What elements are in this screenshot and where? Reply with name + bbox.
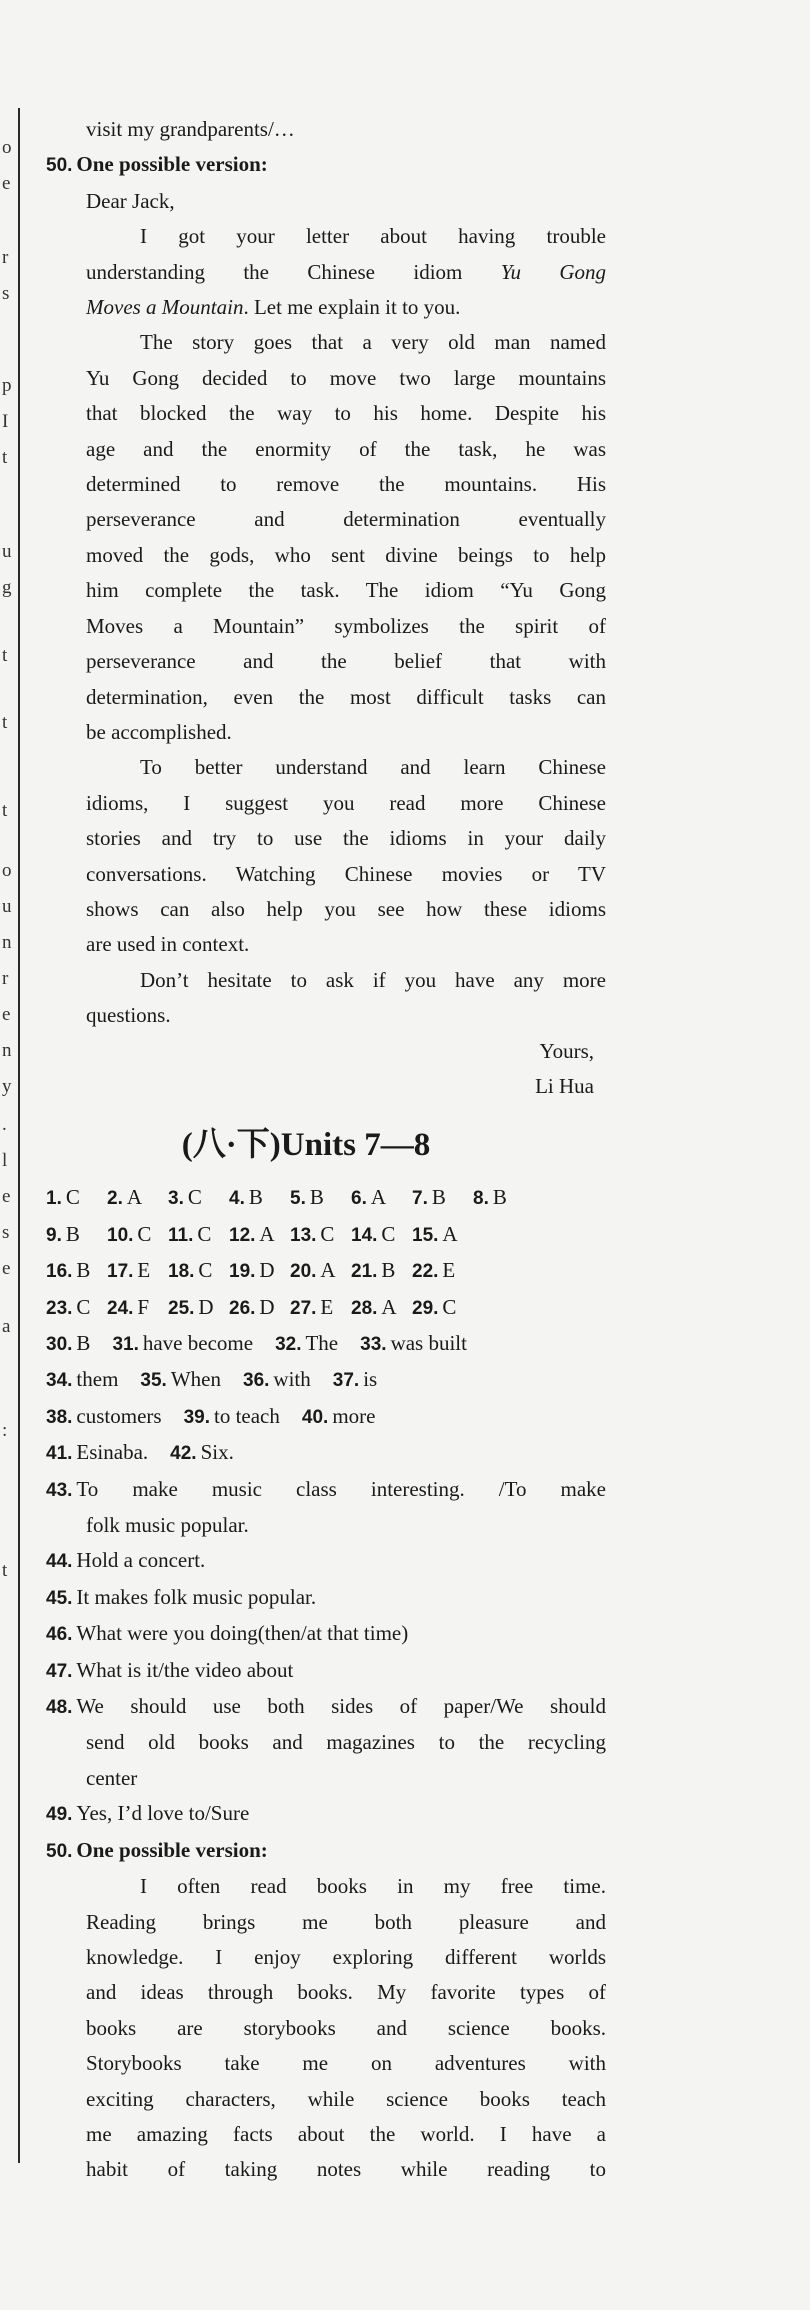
margin-char: e [2, 173, 11, 194]
text-line: knowledge. I enjoy exploring different worlds [86, 1944, 606, 1969]
answer-number: 10. [107, 1224, 134, 1246]
answer-number: 1. [46, 1188, 62, 1210]
answer-number: 3. [168, 1188, 184, 1210]
answer-number: 30. [46, 1334, 73, 1355]
answer-value: B [248, 1185, 263, 1210]
answer-continuation: send old books and magazines to the recycling [86, 1730, 606, 1755]
answer-number: 5. [290, 1188, 306, 1210]
text-line: idioms, I suggest you read more Chinese [86, 790, 606, 815]
answer-item [351, 1290, 412, 1326]
answer-number: 12. [229, 1224, 256, 1246]
answer-item [351, 1253, 412, 1289]
text-line: shows can also help you see how these idioms [86, 896, 606, 921]
answer-item [46, 1253, 107, 1289]
margin-char: t [2, 447, 8, 468]
answer-number: 25. [168, 1297, 195, 1319]
answer-row [46, 1435, 606, 1471]
answer-page [46, 112, 606, 2188]
answer-value: C [320, 1221, 335, 1246]
answer-item [229, 1217, 290, 1253]
answer-number: 2. [107, 1188, 123, 1210]
answer-value: D [259, 1294, 275, 1319]
margin-char: r [2, 968, 9, 989]
answer-value: B [492, 1185, 507, 1210]
answer-continuation: folk music popular. [86, 1513, 249, 1538]
margin-char: t [2, 712, 8, 733]
short-answer-q43 [46, 1472, 606, 1508]
answer-item [290, 1290, 351, 1326]
answer-grid-row [46, 1180, 606, 1216]
answer-number: 42. [170, 1443, 197, 1465]
answer-number: 24. [107, 1297, 134, 1319]
answer-value: When [170, 1367, 221, 1392]
answer-text: What were you doing(then/at that time) [76, 1621, 409, 1646]
text-line: I got your letter about having trouble [140, 224, 606, 249]
answer-item [229, 1290, 290, 1326]
answer-item [290, 1253, 351, 1289]
answer-value: C [65, 1185, 80, 1210]
margin-char: p [2, 375, 12, 396]
answer-number: 23. [46, 1297, 73, 1319]
text-line: To better understand and learn Chinese [140, 755, 606, 780]
paragraph-story [46, 325, 606, 750]
answer-number: 27. [290, 1297, 317, 1319]
answer-row [46, 1362, 606, 1398]
answer-value: A [442, 1221, 458, 1246]
answer-item [168, 1290, 229, 1326]
answer-number: 43. [46, 1479, 73, 1501]
answer-number: 38. [46, 1406, 73, 1428]
answer-row [46, 1399, 606, 1435]
margin-char: s [2, 283, 10, 304]
margin-char: t [2, 800, 8, 821]
answer-value: C [197, 1221, 212, 1246]
answer-text: It makes folk music popular. [76, 1584, 317, 1609]
question-number: 50. [46, 1840, 73, 1862]
letter-salutation: Dear Jack, [86, 188, 175, 213]
essay [46, 1869, 606, 2188]
letter-closing: Yours, [539, 1038, 594, 1063]
answer-value: Esinaba. [76, 1440, 149, 1465]
text-line: exciting characters, while science books teach [86, 2086, 606, 2111]
answer-value: have become [142, 1331, 254, 1355]
short-answer-q44 [46, 1543, 606, 1579]
question-label: One possible version: [76, 152, 268, 177]
answer-item [46, 1290, 107, 1326]
text-line: stories and try to use the idioms in your daily [86, 826, 606, 851]
answer-value: E [137, 1258, 151, 1283]
margin-char: n [2, 1040, 12, 1061]
answer-value: A [259, 1221, 275, 1246]
answer-number: 49. [46, 1804, 73, 1826]
answer-grid [46, 1180, 606, 1326]
short-answer-q46 [46, 1616, 606, 1652]
margin-char: r [2, 247, 9, 268]
answer-value: B [309, 1185, 324, 1210]
answer-value: C [76, 1294, 91, 1319]
answer-value: The [305, 1331, 339, 1355]
answer-item [229, 1180, 290, 1216]
answer-number: 11. [168, 1224, 194, 1246]
text-line: and ideas through books. My favorite types of [86, 1980, 606, 2005]
answer-number: 46. [46, 1624, 73, 1646]
answer-value: B [431, 1185, 446, 1210]
answer-value: C [442, 1294, 457, 1319]
margin-char: y [2, 1076, 12, 1097]
answer-number: 44. [46, 1551, 73, 1573]
answer-value: E [442, 1258, 456, 1283]
short-answer-q49 [46, 1796, 606, 1832]
answer-value: C [137, 1221, 152, 1246]
short-answer-q47 [46, 1653, 606, 1689]
answer-text: Yes, I’d love to/Sure [76, 1801, 250, 1826]
answer-number: 37. [332, 1370, 360, 1392]
answer-number: 28. [351, 1297, 378, 1319]
answer-number: 48. [46, 1697, 73, 1719]
answer-value: D [259, 1258, 275, 1283]
margin-char: n [2, 932, 12, 953]
text-line: questions. [86, 1003, 171, 1028]
text-line: are used in context. [86, 932, 250, 957]
margin-char: a [2, 1316, 11, 1337]
letter-signature: Li Hua [535, 1073, 594, 1098]
margin-char: u [2, 896, 12, 917]
answer-item [351, 1217, 412, 1253]
answer-value: C [381, 1221, 396, 1246]
question-50-header [46, 147, 606, 183]
answer-value: A [381, 1294, 397, 1319]
answer-value: A [320, 1258, 336, 1283]
short-answer-q48 [46, 1689, 606, 1725]
answer-number: 39. [183, 1406, 210, 1428]
answer-number: 29. [412, 1297, 439, 1319]
answer-number: 36. [243, 1370, 270, 1392]
margin-char: e [2, 1186, 11, 1207]
answer-value: B [76, 1258, 91, 1283]
answer-text: Hold a concert. [76, 1548, 206, 1573]
text-line: Don’t hesitate to ask if you have any more [140, 967, 606, 992]
left-column-rule [18, 108, 20, 2163]
margin-char: e [2, 1258, 11, 1279]
answer-value: customers [76, 1403, 162, 1428]
answer-item [412, 1253, 473, 1289]
text-line: me amazing facts about the world. I have a [86, 2121, 606, 2146]
answer-value: is [363, 1367, 378, 1392]
answer-value: was built [390, 1331, 467, 1355]
answer-value: C [187, 1185, 202, 1210]
answer-number: 8. [473, 1188, 489, 1210]
answer-number: 15. [412, 1224, 439, 1246]
answer-item [168, 1217, 229, 1253]
text-line: I often read books in my free time. [140, 1874, 606, 1899]
margin-char: l [2, 1150, 8, 1171]
answer-item [290, 1180, 351, 1216]
margin-char: g [2, 577, 12, 598]
answer-item [107, 1180, 168, 1216]
answer-value: A [370, 1185, 387, 1210]
text-line: perseverance and determination eventually [86, 507, 606, 532]
section-title: (八·下)Units 7—8 [181, 1127, 431, 1164]
answer-value: Six. [200, 1440, 234, 1465]
answer-number: 33. [360, 1334, 387, 1355]
answer-grid-row [46, 1217, 606, 1253]
answer-value: B [65, 1221, 80, 1246]
answer-value: them [76, 1367, 119, 1392]
answer-number: 9. [46, 1224, 62, 1246]
answer-value: to teach [214, 1403, 280, 1428]
paragraph-advice [46, 750, 606, 962]
margin-char: e [2, 1004, 11, 1025]
answer-value: A [126, 1185, 143, 1210]
question-number: 50. [46, 155, 73, 177]
text-line: Storybooks take me on adventures with [86, 2051, 606, 2076]
answer-continuation: center [86, 1765, 138, 1790]
answer-value: B [381, 1258, 396, 1283]
text-line: visit my grandparents/… [86, 117, 295, 141]
answer-number: 20. [290, 1261, 317, 1283]
text-line: him complete the task. The idiom “Yu Gong [86, 578, 606, 603]
answer-value: F [137, 1294, 150, 1319]
answer-number: 19. [229, 1261, 256, 1283]
text-line: Moves a Mountain” symbolizes the spirit of [86, 613, 606, 638]
answer-item [412, 1217, 473, 1253]
answer-number: 21. [351, 1261, 378, 1283]
answer-number: 18. [168, 1261, 195, 1283]
question-label: One possible version: [76, 1837, 268, 1862]
answer-text: We should use both sides of paper/We should [76, 1694, 606, 1719]
text-line: that blocked the way to his home. Despite his [86, 401, 606, 426]
answer-grid-row [46, 1253, 606, 1289]
answer-item [229, 1253, 290, 1289]
answer-number: 45. [46, 1587, 73, 1609]
answer-number: 6. [351, 1188, 367, 1210]
answer-number: 16. [46, 1261, 73, 1283]
text-line: The story goes that a very old man named [140, 330, 606, 355]
answer-item [412, 1180, 473, 1216]
answer-number: 26. [229, 1297, 256, 1319]
answer-item [351, 1180, 412, 1216]
answer-number: 35. [140, 1370, 167, 1392]
text-line: books are storybooks and science books. [86, 2015, 606, 2040]
answer-value: C [198, 1258, 213, 1283]
question-50b-header [46, 1833, 606, 1869]
answer-number: 32. [275, 1334, 302, 1355]
answer-item [107, 1253, 168, 1289]
answer-text: To make music class interesting. /To make [76, 1476, 606, 1501]
margin-char: t [2, 645, 8, 666]
answer-value: B [76, 1331, 91, 1355]
text-line: Reading brings me both pleasure and [86, 1909, 606, 1934]
text-line: conversations. Watching Chinese movies or TV [86, 861, 606, 886]
answer-value: more [332, 1403, 376, 1428]
text-line: be accomplished. [86, 719, 232, 744]
answer-item [46, 1217, 107, 1253]
answer-value: E [320, 1294, 334, 1319]
text-line: determination, even the most difficult tasks can [86, 684, 606, 709]
answer-number: 17. [107, 1261, 134, 1283]
answer-row [46, 1326, 606, 1362]
short-answer-q45 [46, 1580, 606, 1616]
answer-item [290, 1217, 351, 1253]
text-line: moved the gods, who sent divine beings to help [86, 542, 606, 567]
margin-char: t [2, 1560, 8, 1581]
text-line: Yu Gong decided to move two large mountains [86, 365, 606, 390]
answer-item [107, 1290, 168, 1326]
answer-number: 40. [301, 1406, 329, 1428]
margin-char: s [2, 1222, 10, 1243]
answer-number: 34. [46, 1370, 73, 1392]
text-line: understanding the Chinese idiom Yu Gong [86, 259, 606, 284]
answer-item [46, 1180, 107, 1216]
answer-value: D [198, 1294, 214, 1319]
text-line: Moves a Mountain. Let me explain it to you. [86, 295, 461, 320]
margin-char: o [2, 860, 12, 881]
answer-number: 7. [412, 1188, 428, 1210]
text-line: habit of taking notes while reading to [86, 2157, 606, 2182]
answer-number: 4. [229, 1188, 245, 1210]
margin-char: u [2, 541, 12, 562]
answer-grid-row [46, 1290, 606, 1326]
answer-text: What is it/the video about [76, 1657, 294, 1682]
answer-number: 41. [46, 1443, 73, 1465]
margin-char: : [2, 1420, 8, 1441]
text-line: determined to remove the mountains. His [86, 472, 606, 497]
answer-item [107, 1217, 168, 1253]
answer-number: 14. [351, 1224, 378, 1246]
answer-item [168, 1180, 229, 1216]
answer-item [473, 1180, 534, 1216]
answer-value: with [273, 1367, 311, 1392]
margin-char: o [2, 137, 12, 158]
answer-number: 31. [112, 1334, 139, 1355]
margin-char: I [2, 411, 9, 432]
text-line: age and the enormity of the task, he was [86, 436, 606, 461]
text-line: perseverance and the belief that with [86, 649, 606, 674]
answer-rows [46, 1326, 606, 1833]
answer-number: 13. [290, 1224, 317, 1246]
answer-number: 22. [412, 1261, 439, 1283]
paragraph-closing [46, 963, 606, 1034]
answer-item [168, 1253, 229, 1289]
margin-char: . [2, 1114, 7, 1135]
answer-number: 47. [46, 1660, 73, 1682]
answer-item [412, 1290, 473, 1326]
